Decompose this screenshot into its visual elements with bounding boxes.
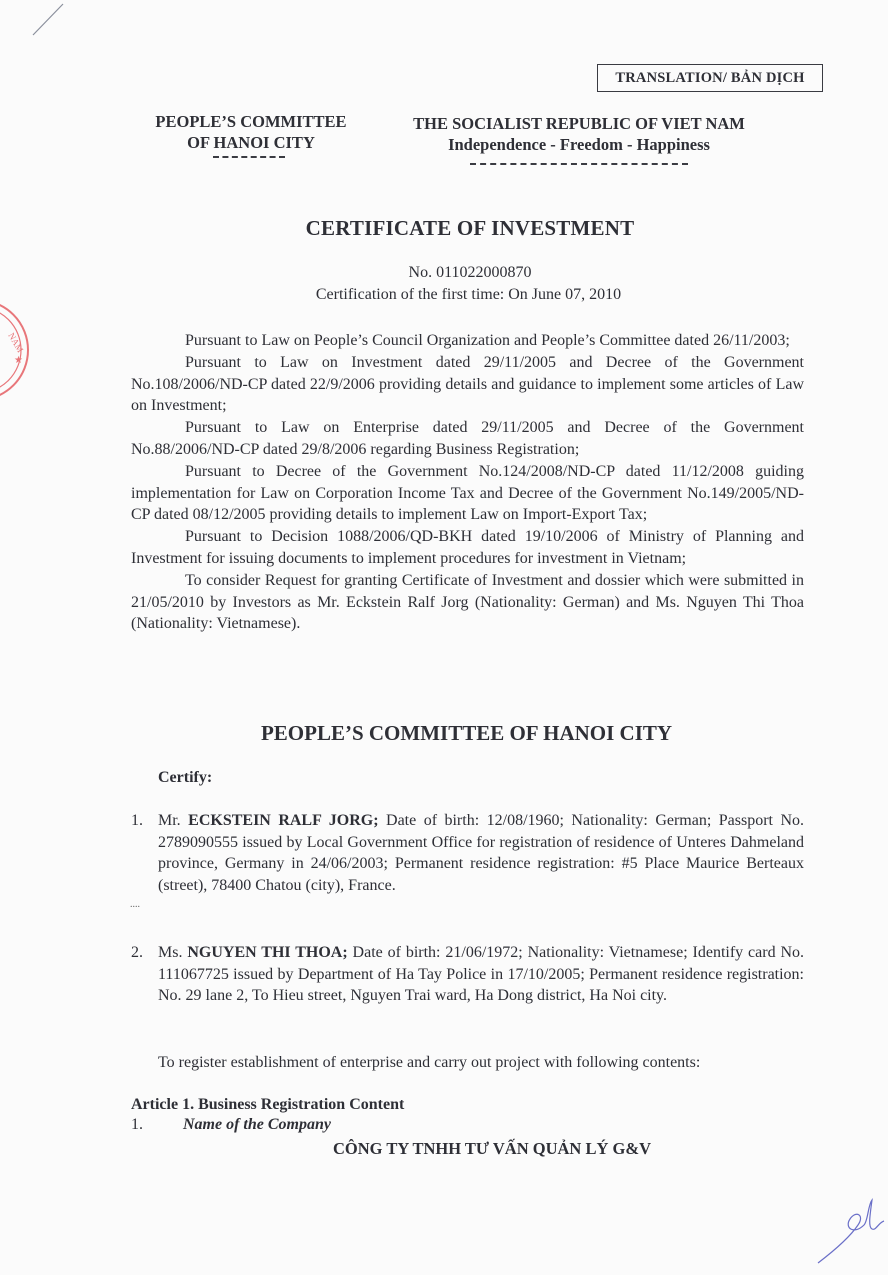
scan-dots: .... (130, 899, 140, 910)
document-title: CERTIFICATE OF INVESTMENT (305, 216, 635, 240)
preamble-paragraph: Pursuant to Decree of the Government No.124/2008/ND-CP dated 11/12/2008 guiding implementation for Law on Corporation Income Tax and Decree of the Government No.149/2005/ND-CP dated 08/12/2005 providing details to implement Law on Import-Export Tax; (131, 462, 804, 524)
issuer-heading: PEOPLE’S COMMITTEE OF HANOI CITY (260, 721, 673, 745)
certification-date: Certification of the first time: On June 07, 2010 (315, 286, 622, 303)
investor-title: Ms. (158, 944, 183, 961)
preamble-paragraph: To consider Request for granting Certificate of Investment and dossier which were submitted in 21/05/2010 by Investors as Mr. Eckstein Ralf Jorg (Nationality: German) and Ms. Nguyen Thi Thoa (Nationality: Vietnamese). (131, 571, 804, 633)
national-motto: Independence - Freedom - Happiness (448, 135, 710, 154)
register-statement: To register establishment of enterprise and carry out project with following contents: (158, 1054, 701, 1071)
preamble-paragraph: Pursuant to Law on Enterprise dated 29/11/2005 and Decree of the Government No.88/2006/ND-CP dated 29/8/2006 regarding Business Registration; (131, 419, 804, 458)
certify-label: Certify: (158, 769, 213, 786)
company-name: CÔNG TY TNHH TƯ VẤN QUẢN LÝ G&V (333, 1139, 651, 1158)
preamble-paragraph: Pursuant to Law on People’s Council Organization and People’s Committee dated 26/11/2003; (185, 332, 790, 349)
investor-number: 2. (131, 944, 143, 961)
issuing-authority-line1: PEOPLE’S COMMITTEE (155, 112, 347, 131)
investor-item (131, 810, 805, 896)
red-seal-stamp-icon (0, 295, 38, 405)
issuing-authority-header (138, 111, 364, 153)
header-divider-left (213, 156, 285, 158)
issuing-authority-line2: OF HANOI CITY (187, 133, 315, 152)
certificate-number: No. 011022000870 (408, 264, 532, 281)
investor-item (131, 942, 805, 1007)
national-name: THE SOCIALIST REPUBLIC OF VIET NAM (413, 114, 745, 133)
svg-text:NAM: NAM (6, 331, 26, 355)
article-heading: Article 1. Business Registration Content (131, 1096, 405, 1113)
article-item-number: 1. (131, 1116, 143, 1133)
investor-name: ECKSTEIN RALF JORG; (188, 812, 379, 829)
investor-number: 1. (131, 812, 143, 829)
preamble-paragraph: Pursuant to Law on Investment dated 29/11/2005 and Decree of the Government No.108/2006/ND-CP dated 22/9/2006 providing details and guidance to implement some articles of Law on Investment; (131, 353, 804, 415)
signature-mark (810, 1195, 888, 1270)
header-divider-right (470, 163, 688, 165)
pen-stroke-mark (30, 2, 70, 42)
investor-details: Date of birth: 12/08/1960; Nationality: German; Passport No. 2789090555 issued by Local Government Office for registration of residence of Unteres Dahmeland province, Germany in 24/06/2003; Permanent residence registration: #5 Place Maurice Berteaux (street), 78400 Chatou (city), France. (158, 812, 805, 894)
preamble-paragraph: Pursuant to Decision 1088/2006/QD-BKH dated 19/10/2006 of Ministry of Planning and Investment for issuing documents to implement procedures for investment in Vietnam; (131, 528, 804, 567)
article-item-label: Name of the Company (183, 1116, 331, 1133)
preamble (131, 330, 804, 635)
national-header (384, 113, 774, 155)
translation-label-box: TRANSLATION/ BẢN DỊCH (597, 64, 823, 92)
investor-name: NGUYEN THI THOA; (187, 944, 348, 961)
investor-details: Date of birth: 21/06/1972; Nationality: Vietnamese; Identify card No. 111067725 issued by Department of Ha Tay Police in 17/10/2005; Permanent residence registration: No. 29 lane 2, To Hieu street, Nguyen Trai ward, Ha Dong district, Ha Noi city. (158, 944, 805, 1005)
svg-text:★: ★ (14, 355, 23, 366)
investor-title: Mr. (158, 812, 181, 829)
